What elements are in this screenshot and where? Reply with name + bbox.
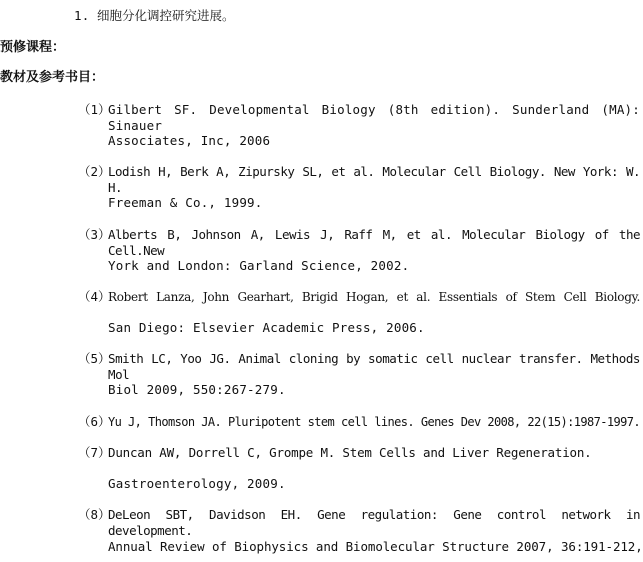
reference-line: Smith LC, Yoo JG. Animal cloning by somatic cell nuclear transfer. Methods Mol (108, 351, 640, 382)
reference-line: Freeman & Co., 1999. (108, 195, 263, 210)
reference-label: （7） (78, 445, 111, 460)
reference-label: （1） (78, 102, 111, 117)
reference-line: Yu J, Thomson JA. Pluripotent stem cell lines. Genes Dev 2008, 22(15):1987-1997. (108, 415, 640, 429)
reference-line: Gilbert SF. Developmental Biology (8th edition). Sunderland (MA): Sinauer (108, 102, 640, 133)
reference-line: Robert Lanza, John Gearhart, Brigid Hogan, et al. Essentials of Stem Cell Biology. (108, 290, 640, 304)
reference-line: Duncan AW, Dorrell C, Grompe M. Stem Cells and Liver Regeneration. (108, 445, 592, 460)
reference-line: Associates, Inc, 2006 (108, 133, 271, 148)
reference-line: DeLeon SBT, Davidson EH. Gene regulation: Gene control network in development. (108, 507, 640, 538)
reference-line: Alberts B, Johnson A, Lewis J, Raff M, et al. Molecular Biology of the Cell.New (108, 227, 640, 258)
reference-label: （8） (78, 507, 111, 522)
reference-line: Biol 2009, 550:267-279. (108, 382, 286, 397)
reference-line: Lodish H, Berk A, Zipursky SL, et al. Molecular Cell Biology. New York: W. H. (108, 164, 640, 195)
reference-line: Gastroenterology, 2009. (108, 476, 286, 491)
reference-line: Annual Review of Biophysics and Biomolecular Structure 2007, 36:191-212, (108, 539, 643, 554)
reference-label: （2） (78, 164, 111, 179)
reference-line: San Diego: Elsevier Academic Press, 2006. (108, 320, 425, 335)
reference-label: （4） (78, 289, 111, 304)
topic-item-text: 细胞分化调控研究进展。 (97, 8, 235, 23)
reference-label: （6） (78, 414, 111, 429)
prerequisite-heading: 预修课程： (0, 40, 66, 55)
reference-label: （3） (78, 227, 111, 242)
topic-item-number: 1. (74, 8, 90, 23)
reference-line: York and London: Garland Science, 2002. (108, 258, 410, 273)
textbooks-heading: 教材及参考书目： (0, 70, 105, 85)
reference-label: （5） (78, 351, 111, 366)
